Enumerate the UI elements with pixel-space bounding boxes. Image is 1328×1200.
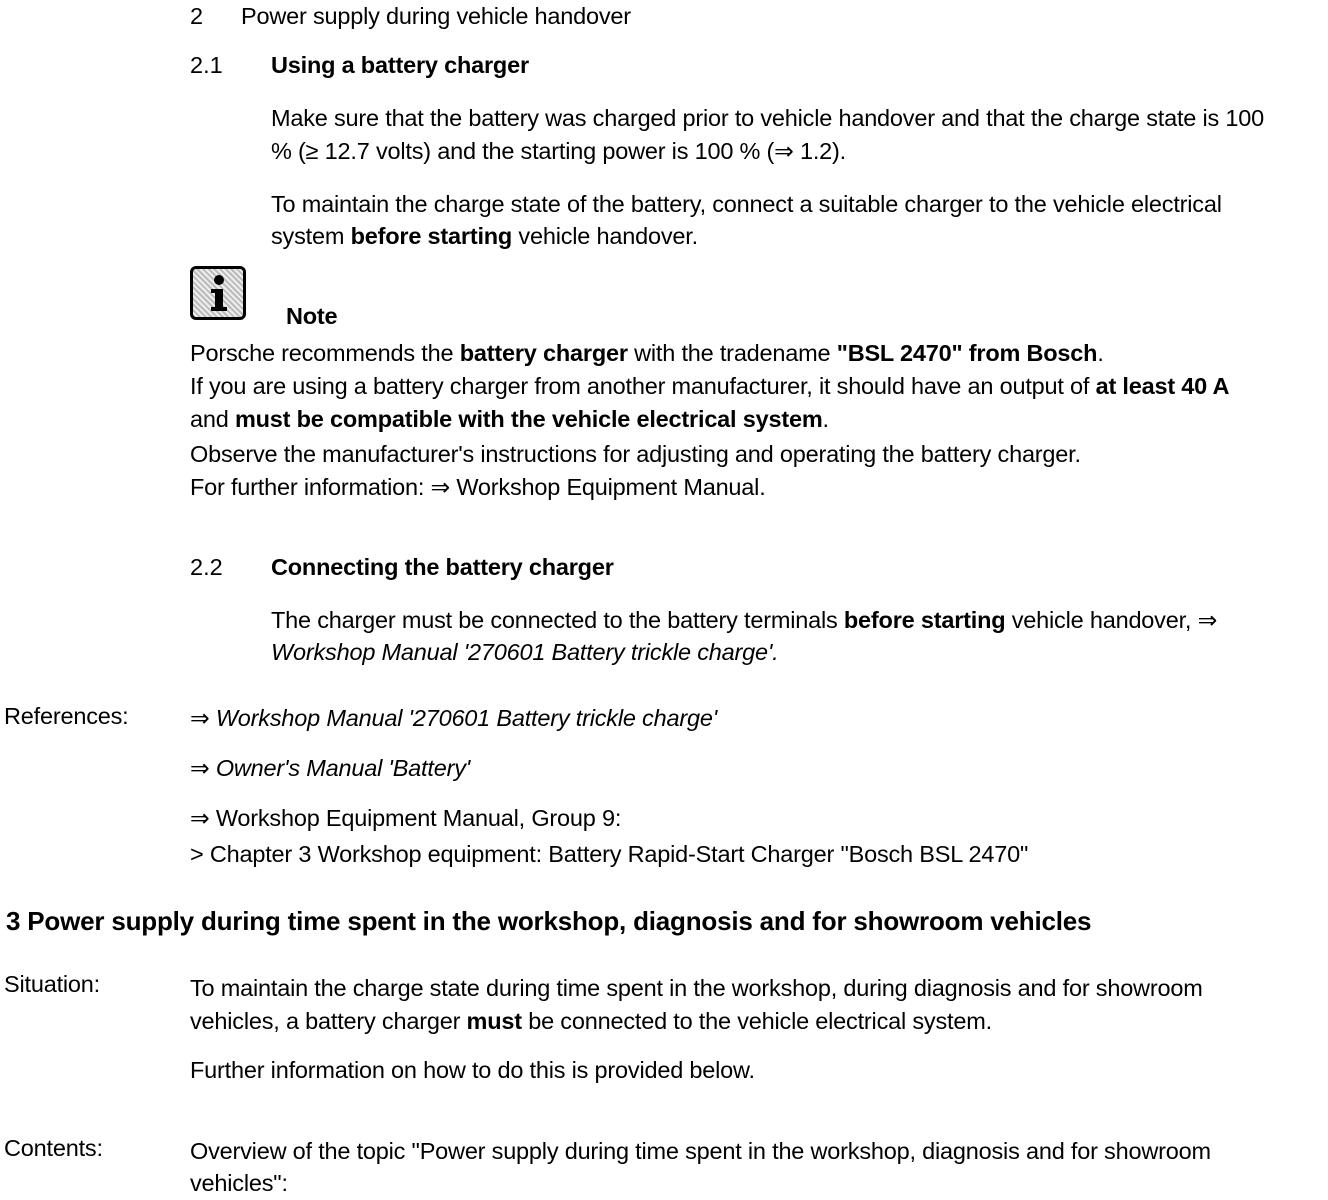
contents-label: Contents: — [4, 1135, 103, 1161]
section-2-title: Power supply during vehicle handover — [241, 3, 631, 29]
section-2-2-title: Connecting the battery charger — [271, 554, 614, 580]
reference-link[interactable]: ⇒ Workshop Equipment Manual, Group 9: — [190, 805, 622, 831]
reference-link[interactable]: ⇒ Workshop Manual '270601 Battery trickle charge' — [190, 705, 717, 731]
note-line: and must be compatible with the vehicle electrical system. — [190, 406, 829, 432]
note-line: If you are using a battery charger from another manufacturer, it should have an output of at least 40 A — [190, 373, 1230, 399]
paragraph-line: To maintain the charge state during time spent in the workshop, during diagnosis and for showroom — [190, 975, 1203, 1001]
paragraph-line: To maintain the charge state of the battery, connect a suitable charger to the vehicle electrical — [271, 191, 1222, 217]
references-label: References: — [4, 703, 129, 729]
paragraph-line: % (≥ 12.7 volts) and the starting power is 100 % (⇒ 1.2). — [271, 138, 847, 164]
emphasis-before-starting: before starting — [350, 223, 513, 249]
note-label: Note — [286, 303, 338, 329]
paragraph-line: Overview of the topic "Power supply during time spent in the workshop, diagnosis and for showroom — [190, 1138, 1211, 1164]
section-2-1-title: Using a battery charger — [271, 52, 529, 78]
paragraph-line: vehicles, a battery charger must be connected to the vehicle electrical system. — [190, 1008, 992, 1034]
section-2-1-number: 2.1 — [190, 52, 223, 78]
note-line: Porsche recommends the battery charger with the tradename "BSL 2470" from Bosch. — [190, 340, 1104, 366]
info-icon — [190, 266, 246, 320]
workshop-manual-link[interactable]: Workshop Manual '270601 Battery trickle charge'. — [271, 639, 779, 665]
paragraph-line: vehicles": — [190, 1170, 288, 1196]
paragraph-line: The charger must be connected to the battery terminals before starting vehicle handover, ⇒ — [271, 607, 1218, 633]
note-line: For further information: ⇒ Workshop Equipment Manual. — [190, 474, 766, 500]
paragraph-line: Make sure that the battery was charged prior to vehicle handover and that the charge state is 100 — [271, 105, 1265, 131]
situation-label: Situation: — [4, 971, 100, 997]
reference-line: > Chapter 3 Workshop equipment: Battery Rapid-Start Charger "Bosch BSL 2470" — [190, 841, 1029, 867]
reference-link[interactable]: ⇒ Owner's Manual 'Battery' — [190, 755, 471, 781]
note-line: Observe the manufacturer's instructions for adjusting and operating the battery charger. — [190, 441, 1081, 467]
section-2-2-number: 2.2 — [190, 554, 223, 580]
paragraph-line: system before starting vehicle handover. — [271, 223, 698, 249]
section-2-number: 2 — [190, 3, 204, 29]
section-3-heading: 3 Power supply during time spent in the workshop, diagnosis and for showroom vehicles — [6, 906, 1092, 936]
paragraph-line: Further information on how to do this is provided below. — [190, 1057, 755, 1083]
